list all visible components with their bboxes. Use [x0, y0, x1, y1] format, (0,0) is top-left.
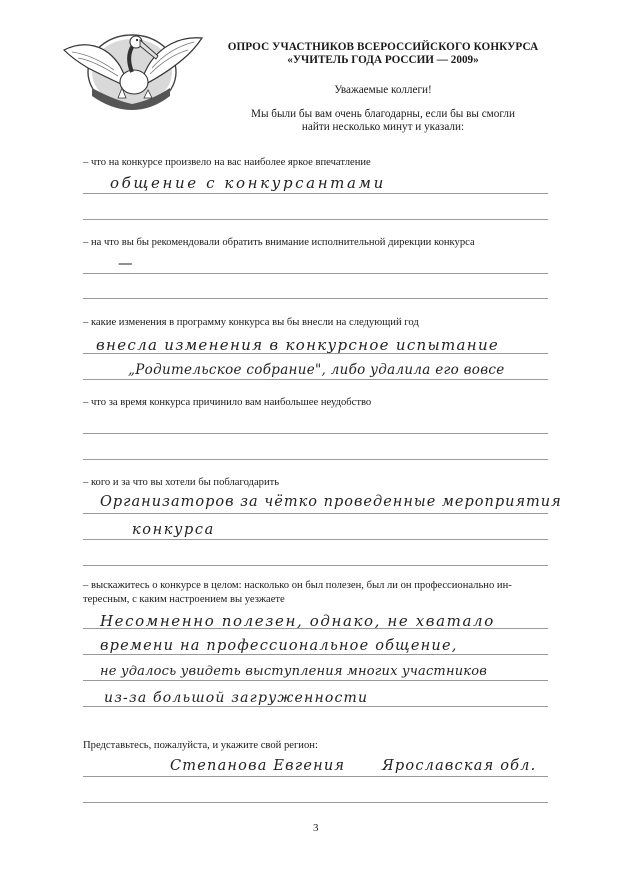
question-program-changes: – какие изменения в программу конкурса вы бы внесли на следующий год: [83, 317, 419, 328]
answer-line: [83, 379, 548, 380]
answer-line: [83, 802, 548, 803]
answer-line: [83, 513, 548, 514]
answer-line: [83, 565, 548, 566]
contest-name: «УЧИТЕЛЬ ГОДА РОССИИ — 2009»: [287, 54, 479, 66]
handwritten-answer-recommendations: —: [118, 256, 135, 272]
question-introduce-region: Представьтесь, пожалуйста, и укажите свой регион:: [83, 740, 318, 751]
handwritten-answer-name: Степанова Евгения: [170, 758, 346, 774]
handwritten-answer-gratitude-line1: Организаторов за чётко проведенные мероприятия: [100, 494, 562, 510]
handwritten-answer-gratitude-line2: конкурса: [132, 522, 215, 538]
answer-line: [83, 706, 548, 707]
answer-line: [83, 273, 548, 274]
intro-text-line2: найти несколько минут и указали:: [301, 121, 465, 133]
page-number: 3: [313, 822, 319, 834]
handwritten-answer-overall-line1: Несомненно полезен, однако, не хватало: [100, 612, 495, 630]
handwritten-answer-program-changes-line1: внесла изменения в конкурсное испытание: [96, 336, 500, 354]
answer-line: [83, 680, 548, 681]
handwritten-answer-overall-line2: времени на профессиональное общение,: [100, 638, 458, 654]
answer-line: [83, 654, 548, 655]
question-impression: – что на конкурсе произвело на вас наиболее яркое впечатление: [83, 157, 371, 168]
handwritten-answer-overall-line4: из-за большой загруженности: [104, 690, 369, 706]
handwritten-answer-impression: общение с конкурсантами: [110, 174, 386, 192]
answer-line: [83, 298, 548, 299]
answer-line: [83, 539, 548, 540]
answer-line: [83, 459, 548, 460]
handwritten-answer-overall-line3: не удалось увидеть выступления многих участников: [100, 664, 488, 679]
question-inconvenience: – что за время конкурса причинило вам наибольшее неудобство: [83, 397, 372, 408]
answer-line: [83, 193, 548, 194]
question-overall-line2: тересным, с каким настроением вы уезжаете: [83, 594, 285, 605]
intro-text-line1: Мы были бы вам очень благодарны, если бы вы смогли: [251, 108, 515, 120]
question-overall-line1: – выскажитесь о конкурсе в целом: насколько он был полезен, был ли он профессионально ин-: [83, 580, 512, 591]
handwritten-answer-program-changes-line2: „Родительское собрание", либо удалила его вовсе: [128, 362, 505, 378]
question-recommendations: – на что вы бы рекомендовали обратить внимание исполнительной дирекции конкурса: [83, 237, 475, 248]
survey-title: ОПРОС УЧАСТНИКОВ ВСЕРОССИЙСКОГО КОНКУРСА: [227, 41, 539, 53]
answer-line: [83, 433, 548, 434]
pelican-logo-icon: [62, 26, 204, 110]
greeting: Уважаемые коллеги!: [334, 84, 432, 96]
handwritten-answer-region: Ярославская обл.: [382, 758, 537, 774]
answer-line: [83, 219, 548, 220]
question-gratitude: – кого и за что вы хотели бы поблагодарить: [83, 477, 280, 488]
answer-line: [83, 776, 548, 777]
